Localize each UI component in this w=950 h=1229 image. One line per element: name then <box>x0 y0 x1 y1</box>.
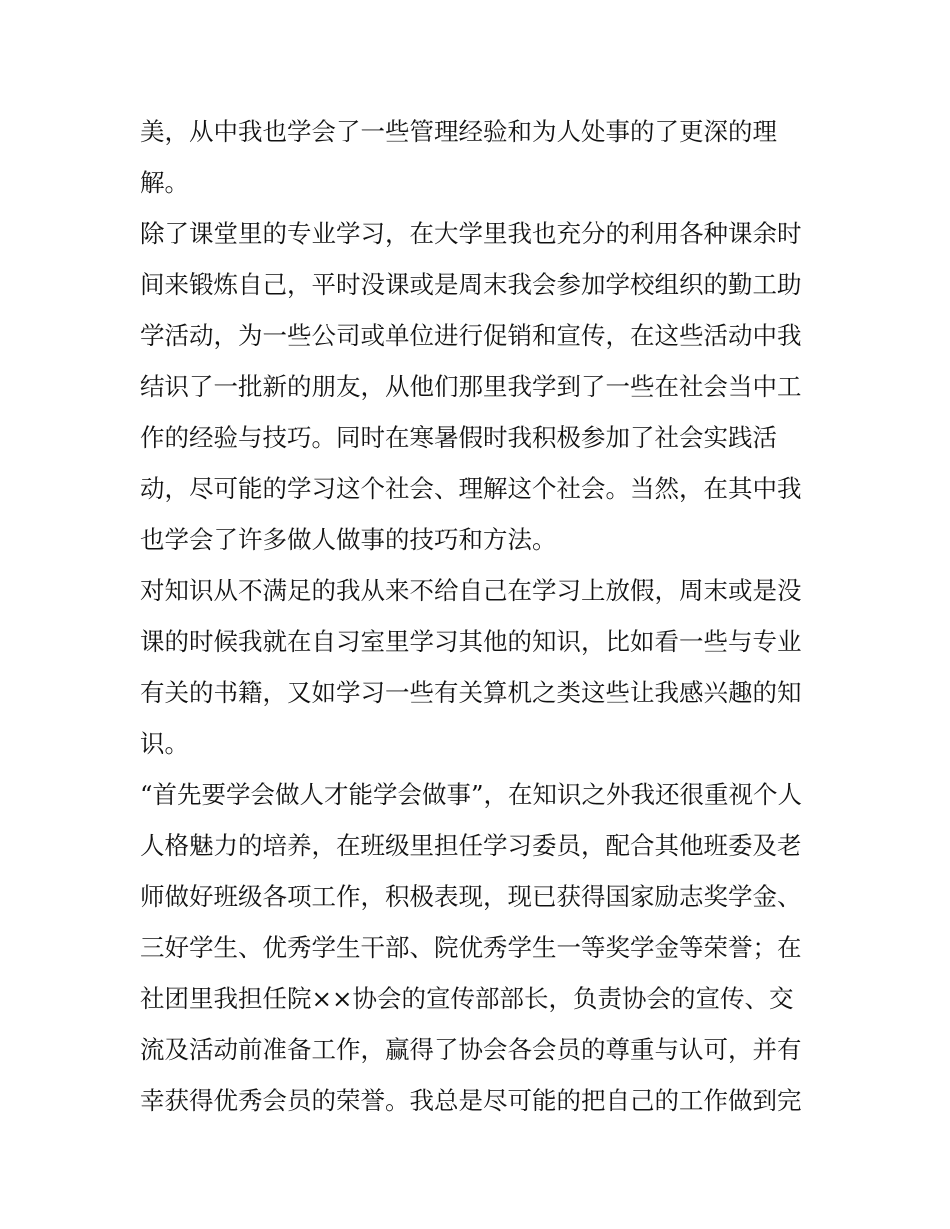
text-line: 动，尽可能的学习这个社会、理解这个社会。当然，在其中我 <box>140 474 802 503</box>
text-line: 流及活动前准备工作，赢得了协会各会员的尊重与认可，并有 <box>140 1035 802 1064</box>
text-line: 对知识从不满足的我从来不给自己在学习上放假，周末或是没 <box>140 576 802 605</box>
text-line: 识。 <box>140 729 189 758</box>
text-line: 解。 <box>140 168 189 197</box>
text-line: 三好学生、优秀学生干部、院优秀学生一等奖学金等荣誉；在 <box>140 933 802 962</box>
text-line: 也学会了许多做人做事的技巧和方法。 <box>140 525 557 554</box>
text-line: 美，从中我也学会了一些管理经验和为人处事的了更深的理 <box>140 117 777 146</box>
text-line: 课的时候我就在自习室里学习其他的知识，比如看一些与专业 <box>140 627 802 656</box>
body-text <box>140 106 820 1126</box>
text-line: 除了课堂里的专业学习，在大学里我也充分的利用各种课余时 <box>140 219 802 248</box>
text-line: 作的经验与技巧。同时在寒暑假时我积极参加了社会实践活 <box>140 423 777 452</box>
text-line: 师做好班级各项工作，积极表现，现已获得国家励志奖学金、 <box>140 882 802 911</box>
text-line: 有关的书籍，又如学习一些有关算机之类这些让我感兴趣的知 <box>140 678 802 707</box>
text-line: 间来锻炼自己，平时没课或是周末我会参加学校组织的勤工助 <box>140 270 802 299</box>
text-line: “首先要学会做人才能学会做事”，在知识之外我还很重视个人 <box>140 780 803 809</box>
text-line: 人格魅力的培养，在班级里担任学习委员，配合其他班委及老 <box>140 831 802 860</box>
text-line: 结识了一批新的朋友，从他们那里我学到了一些在社会当中工 <box>140 372 802 401</box>
text-line: 幸获得优秀会员的荣誉。我总是尽可能的把自己的工作做到完 <box>140 1086 802 1115</box>
text-line: 社团里我担任院××协会的宣传部部长，负责协会的宣传、交 <box>140 984 794 1013</box>
text-line: 学活动，为一些公司或单位进行促销和宣传，在这些活动中我 <box>140 321 802 350</box>
